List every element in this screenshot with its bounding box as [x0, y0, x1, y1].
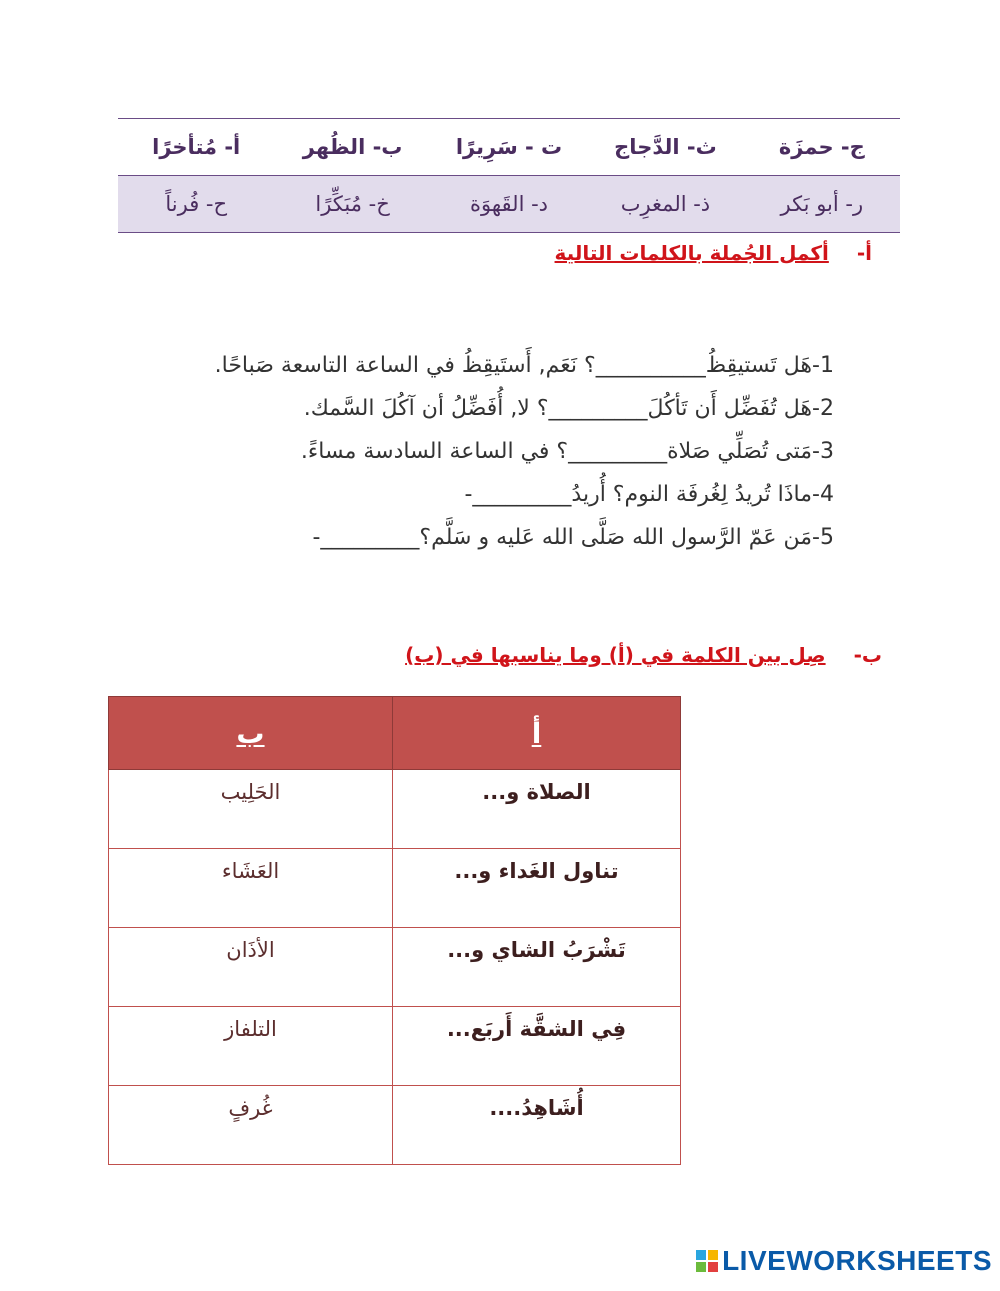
match-item-a[interactable]: فِي الشقَّة أَربَع...: [393, 1007, 681, 1086]
word-bank-item: ب- الظُهر: [302, 135, 403, 159]
word-bank-item: ج- حمزَة: [778, 135, 865, 159]
liveworksheets-logo[interactable]: [696, 1245, 992, 1277]
logo-text: LIVEWORKSHEETS: [722, 1245, 992, 1276]
question-list: [122, 344, 882, 559]
question-text[interactable]: هَل تُفَضِّل أَن تَأكُلَ_________؟ لا, أُفَضِّلُ أن آكُلَ السَّمك.: [303, 396, 812, 421]
section-a-label: أ-: [856, 241, 872, 265]
matching-table: [108, 696, 681, 1165]
table-header-row: [109, 697, 681, 770]
match-item-b[interactable]: التلفاز: [109, 1007, 393, 1086]
table-row: [109, 1007, 681, 1086]
match-item-a[interactable]: الصلاة و...: [393, 770, 681, 849]
word-bank-item: أ- مُتأخرًا: [152, 135, 241, 159]
section-b-label: ب-: [853, 643, 882, 667]
logo-square: [708, 1262, 718, 1272]
logo-square: [696, 1262, 706, 1272]
section-a-heading: [555, 241, 872, 265]
match-item-a[interactable]: أُشَاهِدُ....: [393, 1086, 681, 1165]
question-number: -4: [812, 482, 834, 507]
match-item-a[interactable]: تناول الغَداء و...: [393, 849, 681, 928]
match-item-b[interactable]: الأذَان: [109, 928, 393, 1007]
question-text[interactable]: مَتى تُصَلِّي صَلاة_________؟ في الساعة السادسة مساءً.: [300, 439, 812, 464]
question-number: -2: [812, 396, 834, 421]
question-number: -3: [812, 439, 834, 464]
question-item: [122, 473, 882, 516]
section-a-title: أكمل الجُملة بالكلمات التالية: [554, 241, 829, 265]
table-row: [109, 849, 681, 928]
match-item-b[interactable]: غُرفٍ: [109, 1086, 393, 1165]
word-bank-row-1: [118, 118, 900, 175]
word-bank-row-2: [118, 175, 900, 233]
word-bank-item: خ- مُبَكِّرًا: [315, 192, 390, 216]
column-b-header: ب: [109, 697, 393, 770]
word-bank-item: ر- أبو بَكر: [780, 192, 864, 216]
question-text[interactable]: مَن عَمّ الرَّسول الله صَلَّى الله عَليه و سَلَّم؟_________-: [312, 525, 812, 550]
column-a-header: أ: [393, 697, 681, 770]
question-text[interactable]: هَل تَستيقِظُ__________؟ نَعَم, أَستَيقِظُ في الساعة التاسعة صَباحًا.: [214, 353, 812, 378]
question-item: [122, 344, 882, 387]
logo-square: [696, 1250, 706, 1260]
question-number: -5: [812, 525, 834, 550]
match-item-a[interactable]: تَشْرَبُ الشاي و...: [393, 928, 681, 1007]
liveworksheets-logo-icon: [696, 1250, 718, 1272]
word-bank-item: ث- الدَّجاج: [614, 135, 717, 159]
word-bank-item: ت - سَرِيرًا: [455, 135, 563, 159]
logo-square: [708, 1250, 718, 1260]
table-row: [109, 1086, 681, 1165]
table-row: [109, 770, 681, 849]
question-item: [122, 516, 882, 559]
word-bank-item: ح- فُرناً: [165, 192, 228, 216]
question-item: [122, 430, 882, 473]
question-number: -1: [812, 353, 834, 378]
question-item: [122, 387, 882, 430]
question-text[interactable]: ماذَا تُريدُ لِغُرفَة النوم؟ أُريدُ_________-: [464, 482, 812, 507]
word-bank-item: د- القَهوَة: [470, 192, 549, 216]
match-item-b[interactable]: الحَلِيب: [109, 770, 393, 849]
word-bank-item: ذ- المغرِب: [620, 192, 711, 216]
section-b-heading: [405, 643, 882, 667]
match-item-b[interactable]: العَشَاء: [109, 849, 393, 928]
table-row: [109, 928, 681, 1007]
word-bank: [118, 118, 900, 233]
section-b-title: صِل بين الكلمة في (أ) وما يناسبها في (ب): [405, 643, 826, 667]
